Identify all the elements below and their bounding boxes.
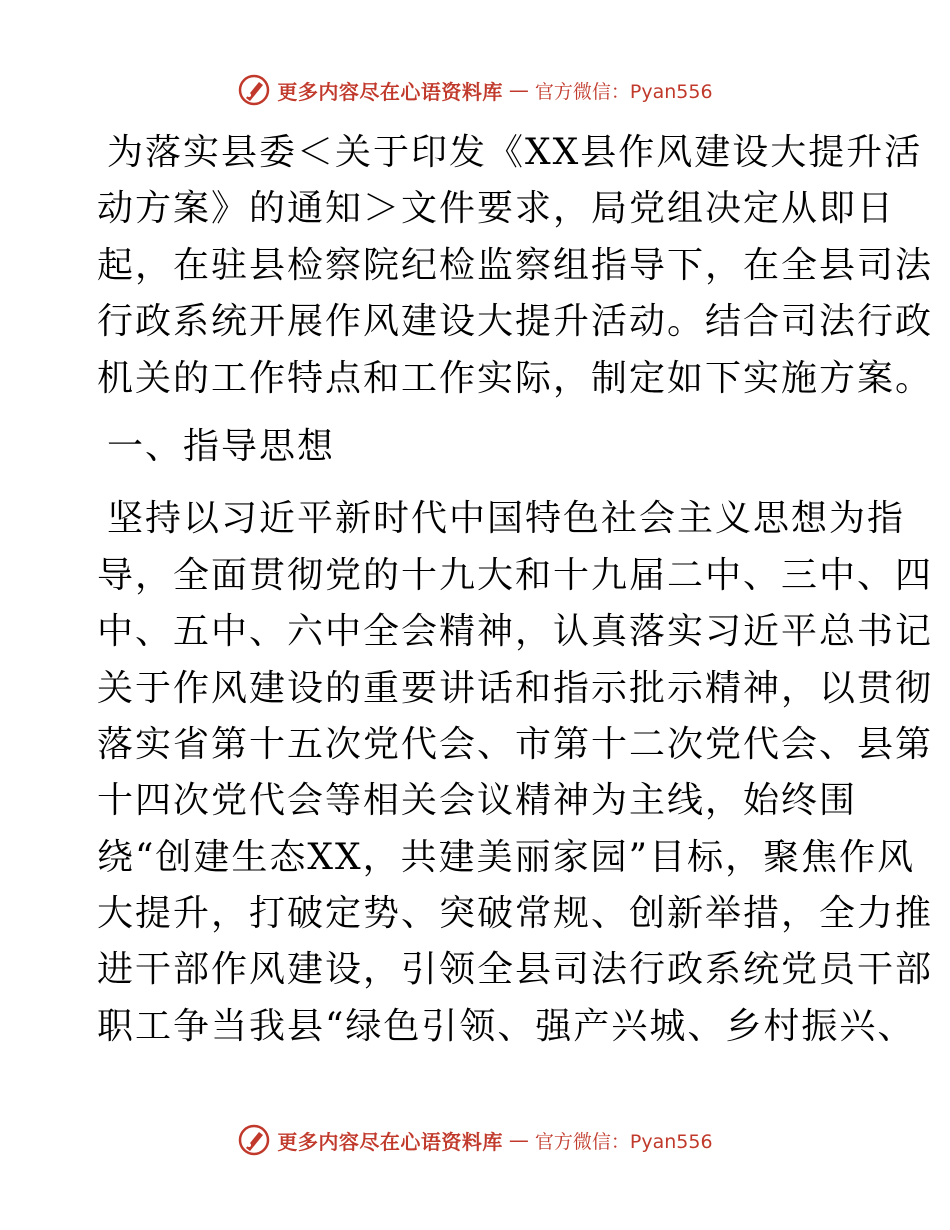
watermark-header [0, 70, 950, 110]
body-line: 大提升，打破定势、突破常规、创新举措，全力推 [97, 893, 934, 935]
document-body [97, 125, 934, 1055]
watermark-sub-text: 官方微信：Pyan556 [534, 1130, 713, 1153]
intro-line: 动方案》的通知＞文件要求，局党组决定从即日 [97, 188, 896, 230]
intro-line: 机关的工作特点和工作实际，制定如下实施方案。 [97, 357, 934, 399]
watermark-dash: — [508, 78, 529, 102]
body-line: 职工争当我县“绿色引领、强产兴城、乡村振兴、 [97, 1005, 916, 1047]
intro-line: 为落实县委＜关于印发《XX县作风建设大提升活 [107, 132, 923, 173]
body-line: 导，全面贯彻党的十九大和十九届二中、三中、四 [97, 554, 934, 596]
pen-circle-logo-icon [237, 73, 271, 107]
body-line: 坚持以习近平新时代中国特色社会主义思想为指 [107, 498, 906, 540]
intro-line: 起，在驻县检察院纪检监察组指导下，在全县司法 [97, 244, 934, 286]
body-line: 关于作风建设的重要讲话和指示批示精神，以贯彻 [97, 667, 934, 709]
body-line: 十四次党代会等相关会议精神为主线，始终围 [97, 780, 858, 822]
section-heading: 一、指导思想 [107, 425, 336, 467]
body-line: 绕“创建生态XX，共建美丽家园”目标，聚焦作风 [97, 836, 916, 878]
watermark-footer [0, 1120, 950, 1160]
body-line: 进干部作风建设，引领全县司法行政系统党员干部 [97, 949, 934, 991]
pen-circle-logo-icon [237, 1123, 271, 1157]
watermark-main-text: 更多内容尽在心语资料库 [277, 1129, 503, 1154]
body-line: 中、五中、六中全会精神，认真落实习近平总书记 [97, 611, 934, 653]
watermark-dash: — [508, 1128, 529, 1152]
watermark-sub-text: 官方微信：Pyan556 [534, 80, 713, 103]
intro-line: 行政系统开展作风建设大提升活动。结合司法行政 [97, 301, 934, 343]
watermark-main-text: 更多内容尽在心语资料库 [277, 79, 503, 104]
body-line: 落实省第十五次党代会、市第十二次党代会、县第 [97, 723, 934, 765]
